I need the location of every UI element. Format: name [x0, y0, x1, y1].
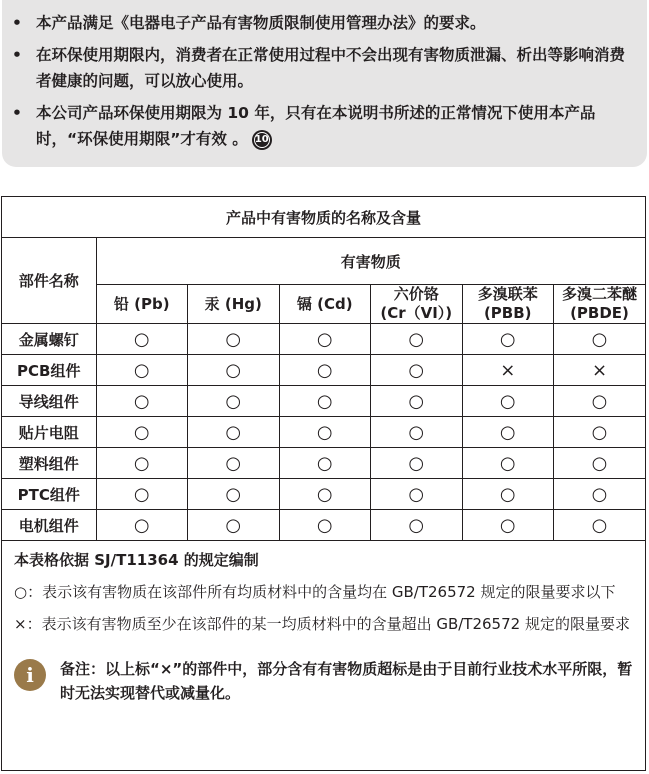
- table-row: [2, 324, 645, 355]
- substance-status-cell: ○: [188, 324, 280, 355]
- substance-status-cell: ○: [96, 479, 188, 510]
- substance-status-cell: ×: [554, 355, 646, 386]
- part-name-cell: 塑料组件: [2, 448, 96, 479]
- substance-status-cell: ○: [371, 479, 463, 510]
- compliance-notice: [2, 0, 647, 167]
- substance-status-cell: ○: [279, 448, 371, 479]
- substance-column-header: [462, 285, 554, 324]
- substance-status-cell: ○: [371, 448, 463, 479]
- column-header-line: (PBDE): [570, 304, 629, 322]
- table-row: [2, 386, 645, 417]
- hazardous-substance-table-frame: [1, 196, 646, 771]
- substance-column-header: 铅 (Pb): [96, 285, 188, 324]
- substance-status-cell: ○: [279, 324, 371, 355]
- substance-status-cell: ○: [462, 448, 554, 479]
- part-name-cell: 贴片电阻: [2, 417, 96, 448]
- circle-symbol-note: ○：表示该有害物质在该部件所有均质材料中的含量均在 GB/T26572 规定的限量要求以下: [14, 583, 616, 601]
- notice-bullet: • 在环保使用期限内，消费者在正常使用过程中不会出现有害物质泄漏、析出等影响消费者健康的问题，可以放心使用。: [12, 42, 629, 94]
- table-notes: [2, 541, 645, 635]
- substance-header: 有害物质: [96, 238, 645, 285]
- substance-status-cell: ○: [188, 479, 280, 510]
- substance-status-cell: ○: [188, 355, 280, 386]
- substance-status-cell: ○: [279, 479, 371, 510]
- standard-basis-note: 本表格依据 SJ/T11364 的规定编制: [14, 551, 259, 569]
- substance-column-header: 汞 (Hg): [188, 285, 280, 324]
- eco-period-seal-icon: 10: [252, 130, 272, 150]
- substance-status-cell: ○: [554, 324, 646, 355]
- column-header-line: (Cr（VI）): [380, 304, 453, 322]
- substance-status-cell: ○: [462, 417, 554, 448]
- notice-text: 本公司产品环保使用期限为 10 年，只有在本说明书所述的正常情况下使用本产品时，“环保使用期限”才有效 。: [36, 104, 596, 148]
- substance-status-cell: ○: [279, 510, 371, 541]
- column-header-line: (PBB): [483, 304, 532, 322]
- substance-status-cell: ○: [96, 386, 188, 417]
- substance-status-cell: ○: [96, 355, 188, 386]
- table-row: [2, 448, 645, 479]
- substance-status-cell: ○: [279, 355, 371, 386]
- substance-column-header: [554, 285, 646, 324]
- substance-status-cell: ○: [462, 324, 554, 355]
- substance-status-cell: ○: [188, 448, 280, 479]
- substance-status-cell: ○: [554, 417, 646, 448]
- substance-status-cell: ○: [279, 417, 371, 448]
- substance-column-header: 镉 (Cd): [279, 285, 371, 324]
- column-header-line: 多溴联苯: [477, 285, 538, 303]
- cross-symbol-note: ×：表示该有害物质至少在该部件的某一均质材料中的含量超出 GB/T26572 规定的限量要求: [14, 615, 630, 633]
- part-name-cell: PTC组件: [2, 479, 96, 510]
- remark-text: 备注：以上标“×”的部件中，部分含有有害物质超标是由于目前行业技术水平所限，暂时无法实现替代或减量化。: [60, 660, 633, 702]
- substance-status-cell: ○: [462, 386, 554, 417]
- info-icon: i: [14, 659, 46, 691]
- part-name-cell: PCB组件: [2, 355, 96, 386]
- substance-status-cell: ○: [96, 448, 188, 479]
- substance-status-cell: ○: [554, 510, 646, 541]
- substance-status-cell: ○: [371, 324, 463, 355]
- notice-text: 在环保使用期限内，消费者在正常使用过程中不会出现有害物质泄漏、析出等影响消费者健康的问题，可以放心使用。: [36, 46, 626, 90]
- notice-bullet: • 本公司产品环保使用期限为 10 年，只有在本说明书所述的正常情况下使用本产品时，“环保使用期限”才有效 。 10: [12, 104, 596, 148]
- notice-text: 本产品满足《电器电子产品有害物质限制使用管理办法》的要求。: [36, 14, 486, 32]
- part-name-cell: 导线组件: [2, 386, 96, 417]
- notice-bullet: • 本产品满足《电器电子产品有害物质限制使用管理办法》的要求。: [12, 10, 629, 36]
- hazardous-substance-table: [2, 197, 645, 541]
- substance-status-cell: ○: [279, 386, 371, 417]
- part-name-header: 部件名称: [2, 238, 96, 324]
- substance-status-cell: ○: [188, 386, 280, 417]
- substance-status-cell: ○: [188, 510, 280, 541]
- substance-status-cell: ×: [462, 355, 554, 386]
- table-row: [2, 479, 645, 510]
- substance-status-cell: ○: [371, 386, 463, 417]
- part-name-cell: 金属螺钉: [2, 324, 96, 355]
- substance-status-cell: ○: [371, 510, 463, 541]
- substance-status-cell: ○: [462, 510, 554, 541]
- substance-status-cell: ○: [188, 417, 280, 448]
- substance-status-cell: ○: [371, 417, 463, 448]
- substance-status-cell: ○: [462, 479, 554, 510]
- substance-status-cell: ○: [96, 417, 188, 448]
- substance-status-cell: ○: [96, 510, 188, 541]
- substance-status-cell: ○: [554, 448, 646, 479]
- substance-column-header: [371, 285, 463, 324]
- substance-status-cell: ○: [96, 324, 188, 355]
- remark-section: [2, 645, 645, 705]
- part-name-cell: 电机组件: [2, 510, 96, 541]
- table-row: [2, 417, 645, 448]
- substance-status-cell: ○: [554, 479, 646, 510]
- column-header-line: 多溴二苯醚: [561, 285, 637, 303]
- substance-status-cell: ○: [371, 355, 463, 386]
- table-title: 产品中有害物质的名称及含量: [2, 197, 645, 238]
- substance-status-cell: ○: [554, 386, 646, 417]
- column-header-line: 六价铬: [393, 285, 439, 303]
- table-row: [2, 355, 645, 386]
- table-row: [2, 510, 645, 541]
